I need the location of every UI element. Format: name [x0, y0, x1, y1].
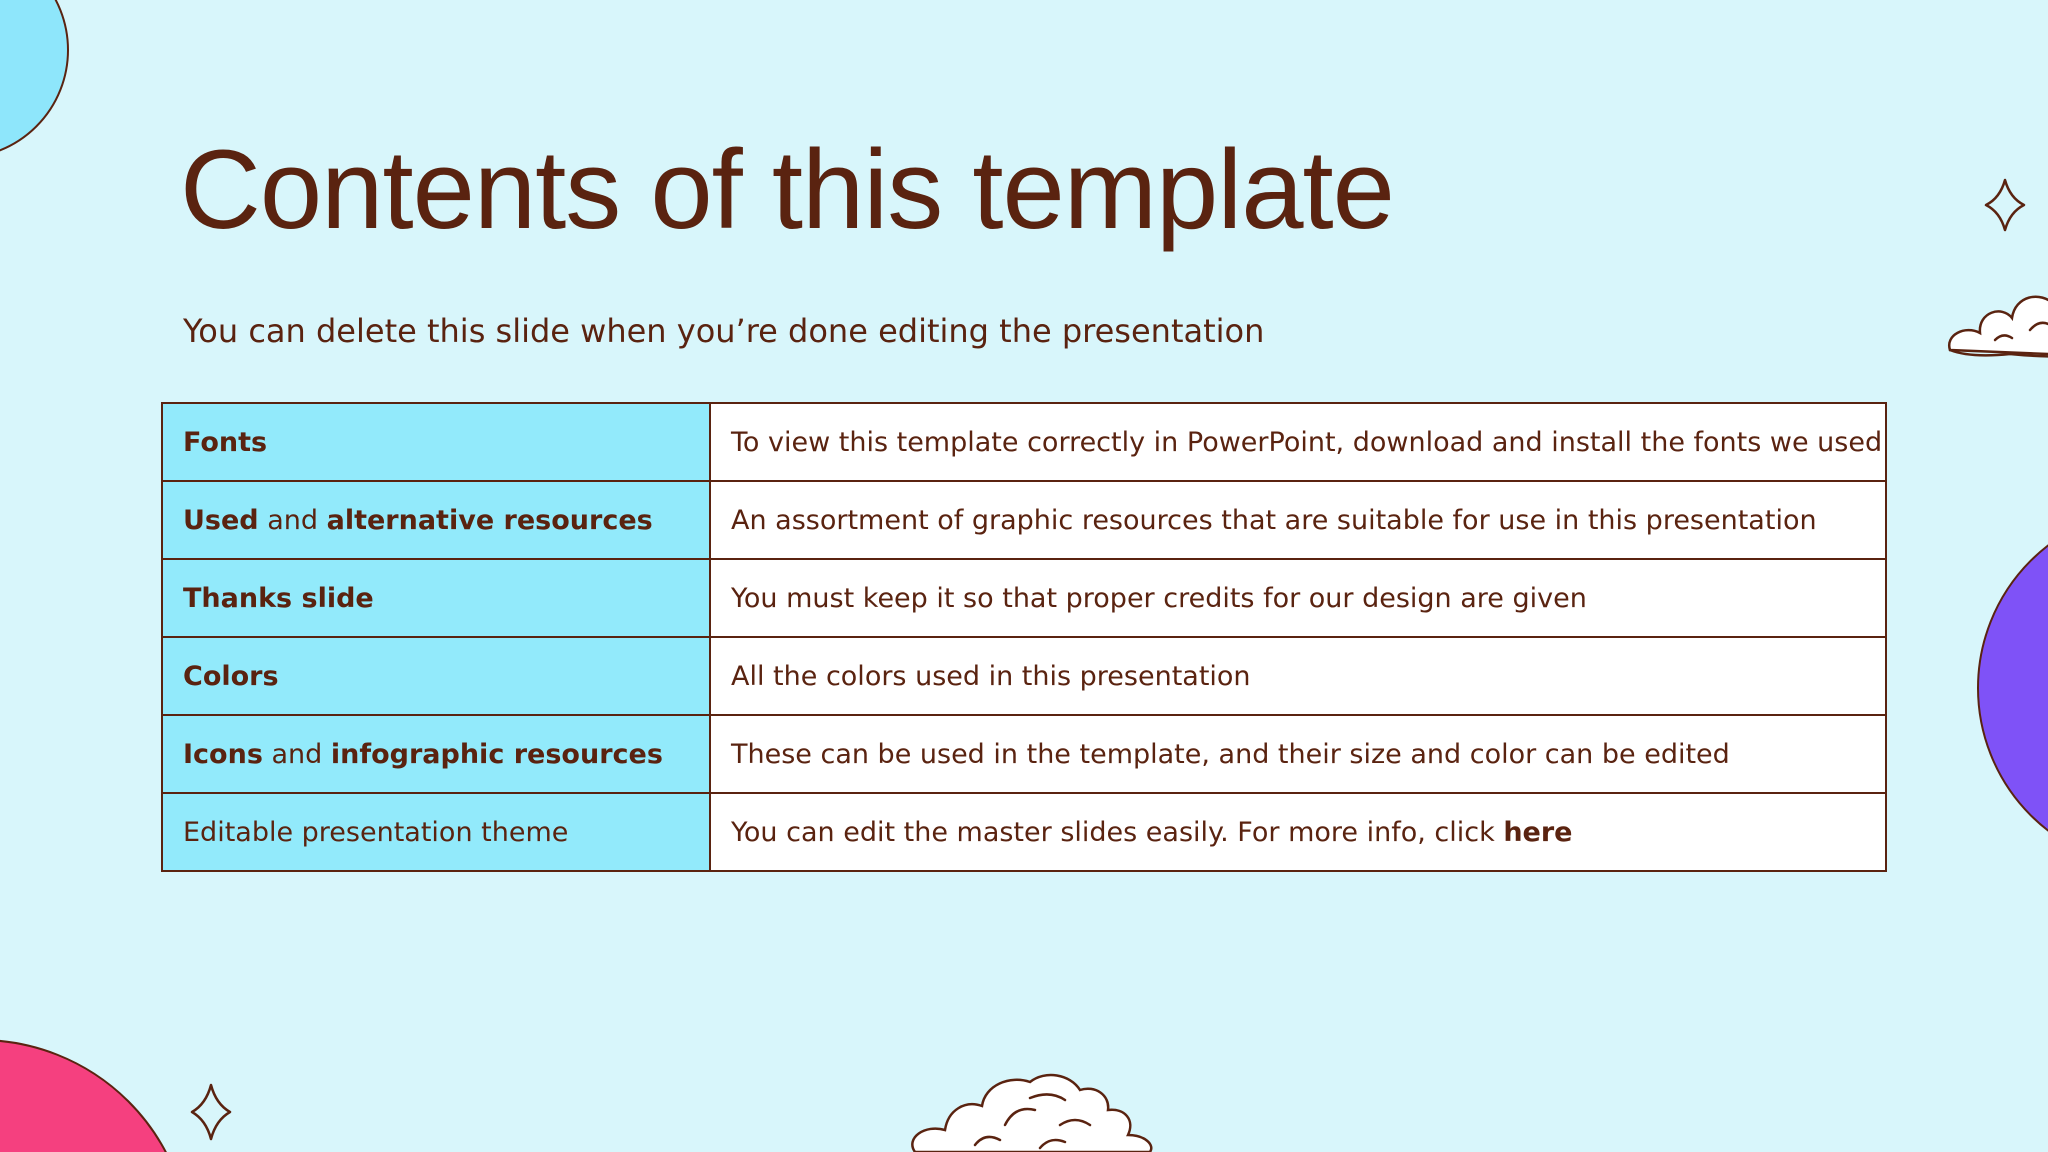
table-row: [162, 793, 1886, 871]
row-label: [162, 793, 710, 871]
contents-table: [161, 402, 1887, 872]
cloud-bottom: [912, 1075, 1151, 1152]
description-text: These can be used in the template, and their size and color can be edited: [731, 738, 1730, 770]
row-label: [162, 481, 710, 559]
slide-subtitle: You can delete this slide when you’re done editing the presentation: [183, 312, 1265, 350]
row-description: [710, 559, 1886, 637]
sparkle-icon: [1986, 180, 2024, 230]
label-text: Editable presentation theme: [183, 816, 569, 848]
circle-right: [1978, 508, 2048, 868]
table-row: [162, 715, 1886, 793]
row-label: [162, 559, 710, 637]
row-label: [162, 715, 710, 793]
table-row: [162, 403, 1886, 481]
description-text: You can edit the master slides easily. For more info, click: [731, 816, 1504, 848]
circle-top-left: [0, 0, 68, 158]
row-label: [162, 637, 710, 715]
description-text: An assortment of graphic resources that are suitable for use in this presentation: [731, 504, 1817, 536]
row-label: [162, 403, 710, 481]
sparkle-icon: [192, 1085, 230, 1139]
label-text: and: [262, 738, 331, 770]
label-text: Colors: [183, 660, 279, 692]
label-text: Icons: [183, 738, 263, 770]
row-description: [710, 403, 1886, 481]
table-row: [162, 559, 1886, 637]
here-link[interactable]: here: [1503, 816, 1573, 848]
label-text: Fonts: [183, 426, 268, 458]
description-text: You must keep it so that proper credits for our design are given: [731, 582, 1587, 614]
label-text: infographic resources: [330, 738, 663, 770]
row-description: [710, 793, 1886, 871]
label-text: Used: [183, 504, 259, 536]
row-description: [710, 481, 1886, 559]
label-text: alternative resources: [326, 504, 653, 536]
description-text: To view this template correctly in PowerPoint, download and install the fonts we used: [731, 426, 1883, 458]
label-text: Thanks slide: [183, 582, 374, 614]
table-row: [162, 481, 1886, 559]
row-description: [710, 637, 1886, 715]
description-text: All the colors used in this presentation: [731, 660, 1251, 692]
row-description: [710, 715, 1886, 793]
label-text: and: [258, 504, 327, 536]
slide-title: Contents of this template: [180, 127, 1394, 252]
table-row: [162, 637, 1886, 715]
cloud-icon: [1949, 284, 2048, 357]
circle-bottom-left: [0, 1040, 190, 1152]
